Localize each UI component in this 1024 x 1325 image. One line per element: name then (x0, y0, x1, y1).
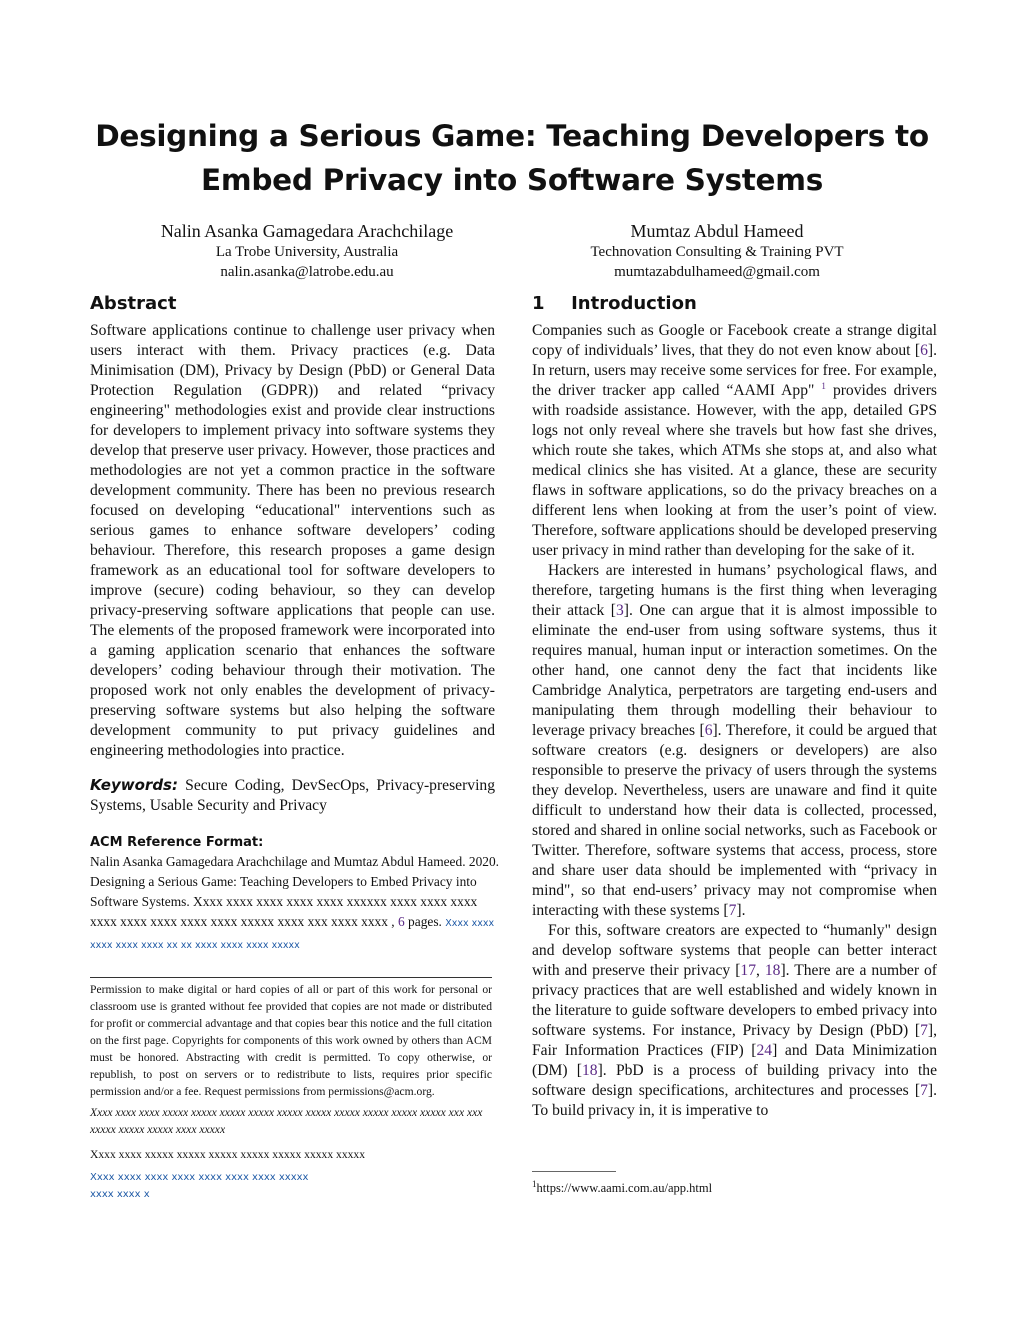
citation-link[interactable]: 3 (615, 602, 624, 619)
permission-placeholder-link-2[interactable]: xxxx xxxx x (90, 1189, 150, 1200)
footnote-url[interactable]: https://www.aami.com.au/app.html (536, 1181, 713, 1195)
author-name: Mumtaz Abdul Hameed (630, 221, 804, 241)
introduction-body (532, 321, 937, 1121)
acm-pages-number: 6 (398, 914, 405, 929)
citation-link[interactable]: 24 (756, 1042, 773, 1059)
paper-title (60, 114, 964, 202)
intro-paragraph-3: For this, software creators are expected to “humanly" design and develop software systems that people can better interact with and preserve their privacy [17, 18]. There are a number of privacy practices that are well established and widely known in the literature to guide software developers to embed privacy into software systems. For instance, Privacy by Design (PbD) [7], Fair Information Practices (FIP) [24] and Data Minimization (DM) [18]. PbD is a process of building privacy into the software design specifications, architectures and processes [7]. To build privacy in, it is imperative to (532, 922, 937, 1119)
abstract-text: Software applications continue to challenge user privacy when users interact with them. Privacy practices (e.g. Data Minimisation (DM), Privacy by Design (PbD) or General Data Protection Regulation (GDPR)) and related “privacy engineering" methodologies exist and provide clear instructions for developers to implement privacy into software systems they develop that preserve user privacy. However, those practices and methodologies are not yet a common practice in the software development community. There has been no previous research focused on developing “educational" interventions such as serious games to enhance software developers’ coding behaviour. Therefore, this research proposes a game design framework as an educational tool for software developers to improve (secure) coding behaviour, so they can develop privacy-preserving software applications that people can use. The elements of the proposed framework were incorporated into a gaming application scenario that enhances the software developers’ coding behaviour through their motivation. The proposed work not only enables the development of privacy-preserving software systems but also helping the software development community to put privacy guidelines and engineering methodologies into practice. (90, 322, 495, 759)
acm-reference-text: Nalin Asanka Gamagedara Arachchilage and Mumtaz Abdul Hameed. 2020. Designing a Serious Game: Teaching Developers to Embed Privacy into Software Systems. Xxxx xxxx xxxx xxxx xxxx xxxxxx xxxx xxxx xxxx xxxx xxxx xxxx xxxx xxxx xxxxx xxxx xxx xxxx xxxx , (90, 854, 500, 929)
keywords-text: Secure Coding, DevSecOps, Privacy-preserving Systems, Usable Security and Privacy (90, 777, 495, 814)
author-affiliation: Technovation Consulting & Training PVT (590, 244, 844, 260)
citation-link[interactable]: 18 (764, 962, 781, 979)
acm-reference-body (90, 852, 500, 956)
intro-paragraph-2: Hackers are interested in humans’ psychological flaws, and therefore, targeting humans is the first thing when leveraging their attack [3]. One can argue that it is almost impossible to eliminate the end-user from using software systems, thus it requires manual, human input or interaction sometimes. On the other hand, one cannot deny the fact that incidents like Cambridge Analytica, perpetrators are targeting end-users and manipulating them through modelling their behaviour to leverage privacy breaches [6]. Therefore, it could be argued that software creators (e.g. designers or developers) are also responsible to preserve the privacy of users through the systems they develop. Nevertheless, users are unaware and find it quite difficult to understand how their data is collected, processed, stored and shared in online social networks, such as Facebook or Twitter. Therefore, software systems that access, process, store and share user data should be implemented with “privacy in mind", so that end-users’ privacy may not compromise when interacting with these systems [7]. (532, 562, 937, 919)
permission-placeholder-plain: Xxxx xxxx xxxxx xxxxx xxxxx xxxxx xxxxx xxxxx xxxxx (90, 1148, 366, 1161)
permission-block (90, 981, 492, 1203)
section-number: 1 (532, 293, 545, 314)
citation-link[interactable]: 18 (581, 1062, 598, 1079)
title-line-2: Embed Privacy into Software Systems (201, 163, 823, 197)
abstract-section (90, 321, 495, 761)
keywords-section (90, 775, 495, 816)
footnote-divider (532, 1171, 616, 1172)
citation-link[interactable]: 7 (920, 1022, 928, 1039)
author-email: mumtazabdulhameed@gmail.com (614, 264, 820, 280)
footnote (532, 1180, 937, 1196)
acm-reference-heading: ACM Reference Format: (90, 835, 264, 850)
acm-reference-link[interactable]: Xxxx xxxx xxxx xxxx xxxx xx xx xxxx xxxx xxxx xxxxx (90, 918, 495, 951)
acm-pages-word: pages. (404, 914, 442, 929)
author-name: Nalin Asanka Gamagedara Arachchilage (160, 221, 454, 241)
footnote-number: 1 (532, 1178, 537, 1189)
author-email: nalin.asanka@latrobe.edu.au (220, 264, 394, 280)
permission-placeholder-italic: Xxxx xxxx xxxx xxxxx xxxxx xxxxx xxxxx xxxxx xxxxx xxxxx xxxxx xxxxx xxxxx xxx xxx xxxxx xxxxx xxxxx xxxx xxxxx (90, 1106, 483, 1136)
abstract-heading: Abstract (90, 293, 177, 314)
permission-placeholder-link-1[interactable]: Xxxx xxxx xxxx xxxx xxxx xxxx xxxx xxxxx (90, 1172, 309, 1183)
author-block-2 (520, 220, 914, 282)
citation-link[interactable]: 6 (920, 342, 928, 359)
author-block-1 (60, 220, 554, 282)
section-title: Introduction (571, 293, 697, 314)
footnote-marker[interactable]: 1 (821, 380, 826, 391)
intro-paragraph-1: Companies such as Google or Facebook create a strange digital copy of individuals’ lives, that they do not even know about [6]. In return, users may receive some services for free. For example, the driver tracker app called “AAMI App" $^1$ provides drivers with roadside assistance. However, with the app, detailed GPS logs not only reveal where she travels but how fast she drives, which route she takes, which ATMs she stops at, and also what medical clinics she has visited. At a glance, these are security flaws in software applications, so do the privacy breaches on a different lens when looking at from the user’s point of view. Therefore, software applications should be developed preserving user privacy in mind rather than developing for the sake of it. (532, 322, 937, 559)
acm-reference-section (90, 834, 500, 956)
introduction-heading (532, 292, 697, 316)
permission-text: Permission to make digital or hard copies of all or part of this work for personal or classroom use is granted without fee provided that copies are not made or distributed for profit or commercial advantage and that copies bear this notice and the full citation on the first page. Copyrights for components of this work owned by others than ACM must be honored. Abstracting with credit is permitted. To copy otherwise, or republish, to post on servers or to redistribute to lists, requires prior specific permission and/or a fee. Request permissions from permissions@acm.org. (90, 983, 492, 1098)
permission-divider (90, 977, 492, 978)
keywords-label: Keywords: (90, 776, 178, 794)
title-line-1: Designing a Serious Game: Teaching Developers to (95, 119, 929, 153)
author-affiliation: La Trobe University, Australia (215, 244, 399, 260)
citation-link[interactable]: 17 (740, 962, 756, 979)
citation-link[interactable]: 7 (920, 1082, 928, 1099)
citation-link[interactable]: 7 (728, 902, 737, 919)
citation-link[interactable]: 6 (704, 722, 713, 739)
